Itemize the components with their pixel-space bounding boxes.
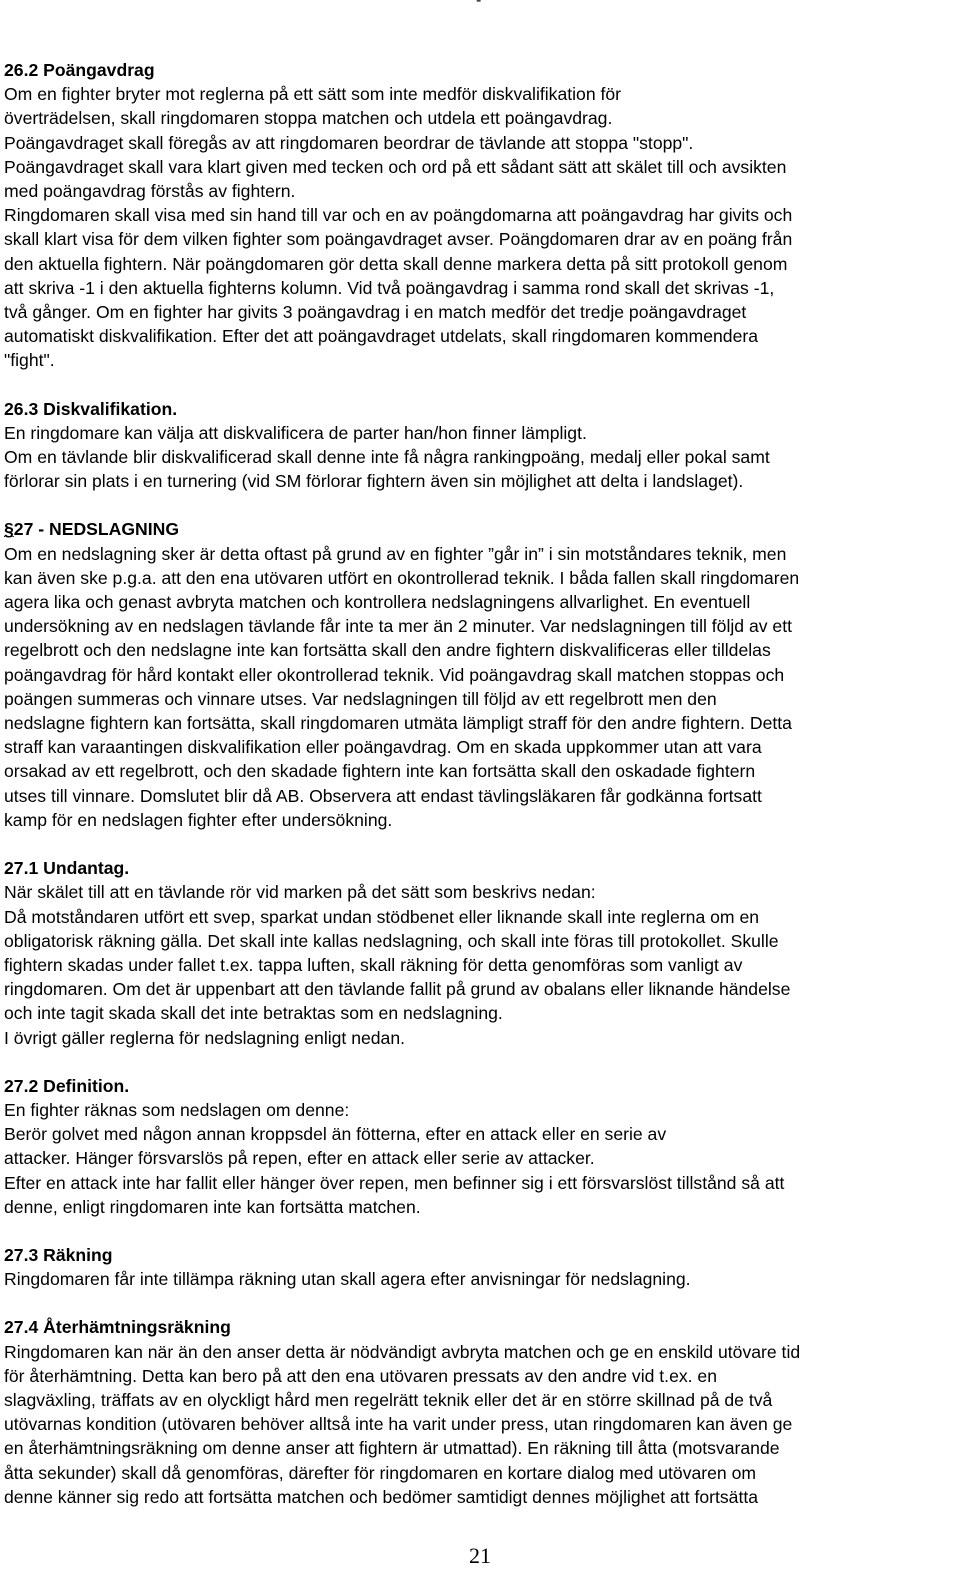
spacer [4,373,956,397]
paragraph: En fighter räknas som nedslagen om denne: [4,1099,350,1120]
spacer [4,1291,956,1315]
section-heading [4,517,956,541]
section-heading: 26.3 Diskvalifikation. [4,398,178,419]
paragraph: Ringdomaren får inte tillämpa räkning utan skall agera efter anvisningar för nedslagning. [4,1269,691,1290]
paragraph: Ringdomaren kan när än den anser detta är nödvändigt avbryta matchen och ge en enskild utövare tid för återhämtning. Detta kan bero på att den ena utövaren pressats av den andre vid t.ex. en slagväxling, träffats av en olyckligt hård men regelrätt teknik eller det är en större skillnad på de två utövarnas kondition (utövaren behöver alltså inte ha varit under press, utan ringdomaren kan även ge en återhämtningsräkning om denne anser att fightern är utmattad). En räkning till åtta (motsvarande åtta sekunder) skall då genomföras, därefter för ringdomaren en kortare dialog med utövaren om denne känner sig redo att fortsätta matchen och bedömer samtidigt dennes möjlighet att fortsätta [4,1341,801,1507]
paragraph: När skälet till att en tävlande rör vid marken på det sätt som beskrivs nedan: [4,882,596,903]
section-27-2 [4,1074,956,1219]
section-heading: 27.3 Räkning [4,1244,113,1265]
section-heading: 26.2 Poängavdrag [4,60,155,80]
section-27 [4,517,956,832]
paragraph: Då motståndaren utfört ett svep, sparkat undan stödbenet eller liknande skall inte reglerna om en obligatorisk räkning gälla. Det skall inte kallas nedslagning, och skall inte föras till protokollet. Skulle fightern skadas under fallet t.ex. tappa luften, skall räkning för detta genomföras som vanligt av ringdomaren. Om det är uppenbart att den tävlande fallit på grund av obalans eller liknande händelse och inte tagit skada skall det inte betraktas som en nedslagning. [4,906,791,1024]
paragraph: Berör golvet med någon annan kroppsdel än fötterna, efter en attack eller en serie av attacker. Hänger försvarslös på repen, efter en attack eller serie av attacker. [4,1124,667,1169]
section-heading: 27.4 Återhämtningsräkning [4,1317,231,1338]
document-page [4,58,956,1509]
paragraph: Om en tävlande blir diskvalificerad skall denne inte få några rankingpoäng, medalj eller pokal samt förlorar sin plats i en turnering (vid SM förlorar fightern även sin möjlighet att delta i landslaget). [4,447,770,492]
paragraph: Om en fighter bryter mot reglerna på ett sätt som inte medför diskvalifikation för överträdelsen, skall ringdomaren stoppa matchen och utdela ett poängavdrag. [4,84,622,129]
section-heading: 27.2 Definition. [4,1075,130,1096]
paragraph: Poängavdraget skall vara klart given med tecken och ord på ett sådant sätt att skälet till och avsikten med poängavdrag förstås av fightern. [4,156,787,202]
section-27-3 [4,1243,956,1291]
section-heading-text: 27 - NEDSLAGNING [13,519,180,540]
paragraph-symbol: § [4,519,14,540]
spacer [4,832,956,856]
spacer [4,493,956,517]
paragraph: En ringdomare kan välja att diskvalificera de parter han/hon finner lämpligt. [4,422,587,443]
page-number: 21 [469,1543,491,1568]
paragraph: Om en nedslagning sker är detta oftast på grund av en fighter ”går in” i sin motståndares teknik, men kan även ske p.g.a. att den ena utövaren utfört en okontrollerad teknik. I båda fallen skall ringdomaren agera lika och genast avbryta matchen och kontrollera nedslagningens allvarlighet. En eventuell undersökning av en nedslagen tävlande får inte ta mer än 2 minuter. Var nedslagningen till följd av ett regelbrott och den nedslagne inte kan fortsätta skall den andre fightern diskvalificeras eller tilldelas poängavdrag för hård kontakt eller okontrollerad teknik. Vid poängavdrag skall matchen stoppas och poängen summeras och vinnare utses. Var nedslagningen till följd av ett regelbrott men den nedslagne fightern kan fortsätta, skall ringdomaren utmäta lämpligt straff för den andre fightern. Detta straff kan varaantingen diskvalifikation eller poängavdrag. Om en skada uppkommer utan att vara orsakad av ett regelbrott, och den skadade fightern inte kan fortsätta skall den oskadade fightern utses till vinnare. Domslutet blir då AB. Observera att endast tävlingsläkaren får godkänna fortsatt kamp för en nedslagen fighter efter undersökning. [4,543,800,830]
paragraph: I övrigt gäller reglerna för nedslagning enligt nedan. [4,1027,406,1048]
section-heading: 27.1 Undantag. [4,858,130,879]
section-26-2 [4,58,956,373]
section-27-4 [4,1315,956,1509]
spacer [4,1050,956,1074]
section-27-1 [4,856,956,1050]
top-mark: - [476,0,482,9]
paragraph: Poängavdraget skall föregås av att ringdomaren beordrar de tävlande att stoppa "stopp". [4,132,694,153]
paragraph: Efter en attack inte har fallit eller hänger över repen, men befinner sig i ett försvarslöst tillstånd så att denne, enligt ringdomaren inte kan fortsätta matchen. [4,1172,785,1217]
spacer [4,1219,956,1243]
section-26-3 [4,397,956,494]
paragraph: Ringdomaren skall visa med sin hand till var och en av poängdomarna att poängavdrag har givits och skall klart visa för dem vilken fighter som poängavdraget avser. Poängdomaren drar av en poäng från den aktuella fightern. När poängdomaren gör detta skall denne markera detta på sitt protokoll genom att skriva -1 i den aktuella fighterns kolumn. Vid två poängavdrag i samma rond skall det skrivas -1, två gånger. Om en fighter har givits 3 poängavdrag i en match medför det tredje poängavdraget automatiskt diskvalifikation. Efter det att poängavdraget utdelats, skall ringdomaren kommendera "fight". [4,205,793,371]
